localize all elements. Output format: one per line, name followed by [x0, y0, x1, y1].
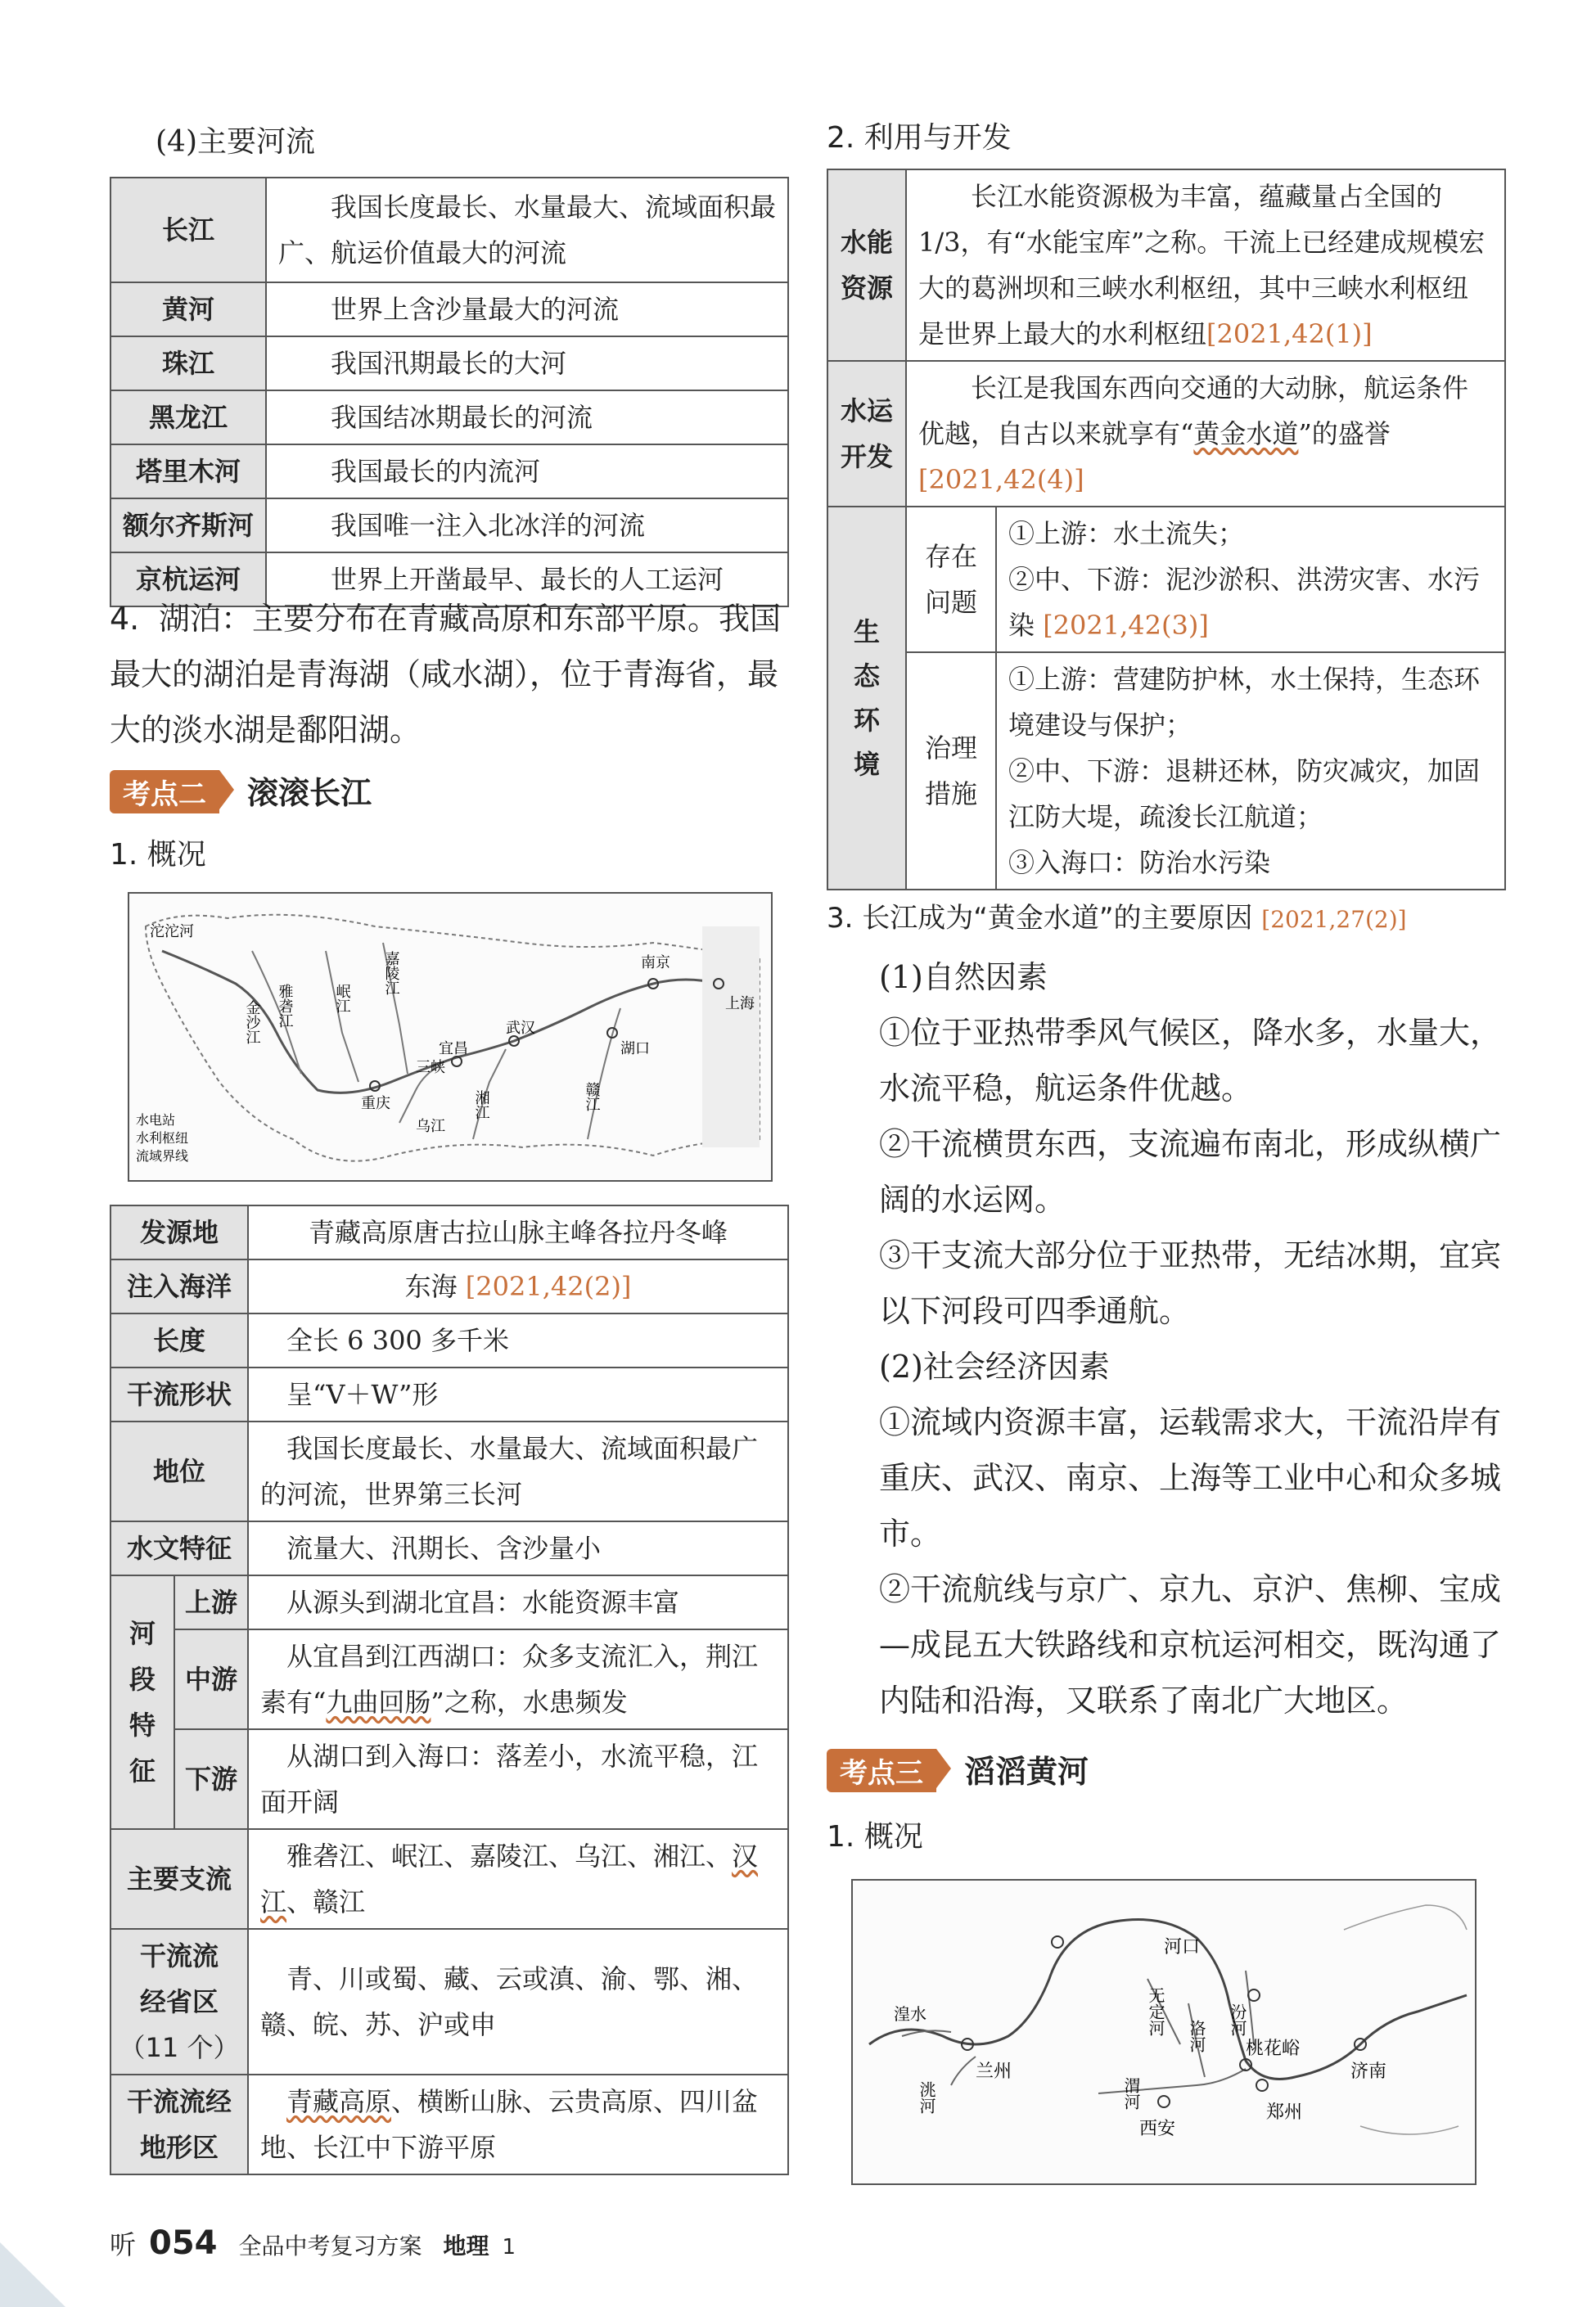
overview-label: 1. 概况 [110, 838, 206, 872]
row-value: 长江是我国东西向交通的大动脉，航运条件优越，自古以来就享有“黄金水道”的盛誉[2021,42(4)] [906, 361, 1505, 507]
natural-item: ①位于亚热带季风气候区，降水多，水量大，水流平稳，航运条件优越。 [879, 1015, 1502, 1106]
exam-ref: [2021,42(1)] [1206, 318, 1373, 349]
map-legend [136, 1112, 188, 1164]
kp2-title: 滚滚长江 [247, 775, 372, 811]
map-label: 嘉陵江 [382, 951, 400, 995]
section-kp3 [827, 1746, 1089, 1792]
row-value: 青、川或蜀、藏、云或滇、渝、鄂、湘、赣、皖、苏、沪或申 [248, 1929, 788, 2075]
map-label: 汾河 [1228, 2003, 1247, 2036]
exam-ref: [2021,42(4)] [918, 464, 1084, 495]
row-value: 东海 [2021,42(2)] [248, 1259, 788, 1313]
legend-water-project: 水利枢纽 [136, 1130, 189, 1146]
map-label: 济南 [1350, 2061, 1387, 2082]
measures-key: 治理措施 [906, 652, 996, 890]
map-label: 沱沱河 [150, 923, 194, 940]
map-label: 桃花峪 [1246, 2039, 1301, 2059]
map-label: 河口 [1164, 1937, 1201, 1958]
subject: 地理 [443, 2233, 489, 2260]
use-heading: 2. 利用与开发 [827, 121, 1012, 155]
page-number: 054 [149, 2224, 218, 2262]
map-label: 赣江 [583, 1082, 601, 1111]
rivers-heading: (4)主要河流 [156, 125, 315, 159]
row-value: 青藏高原、横断山脉、云贵高原、四川盆地、长江中下游平原 [248, 2075, 788, 2174]
row-value: 流量大、汛期长、含沙量小 [248, 1521, 788, 1575]
row-key: 地位 [110, 1422, 248, 1521]
map-label: 湘江 [472, 1090, 490, 1120]
book-title: 全品中考复习方案 [238, 2233, 422, 2260]
section-kp2 [110, 768, 372, 813]
row-value: 青藏高原唐古拉山脉主峰各拉丹冬峰 [248, 1205, 788, 1259]
river-name: 额尔齐斯河 [110, 498, 266, 552]
kp3-badge: 考点三 [827, 1749, 936, 1792]
river-desc: 我国汛期最长的大河 [266, 336, 788, 390]
map-label: 乌江 [416, 1118, 445, 1135]
river-desc: 我国长度最长、水量最大、流域面积最广、航运价值最大的河流 [266, 178, 788, 282]
min-line [326, 951, 358, 1082]
map-label: 兰州 [976, 2061, 1012, 2082]
row-key: 水文特征 [110, 1521, 248, 1575]
overview-label-2: 1. 概况 [827, 1820, 923, 1854]
wei-line [1098, 2069, 1246, 2093]
page-footer [110, 2224, 516, 2262]
sections-label: 河段特征 [110, 1575, 174, 1829]
natural-item: ②干流横贯东西，支流遍布南北，形成纵横广阔的水运网。 [879, 1126, 1502, 1218]
social-item: ②干流航线与京广、京九、京沪、焦柳、宝成—成昆五大铁路线和京杭运河相交，既沟通了内陆和沿海，又联系了南北广大地区。 [879, 1571, 1502, 1719]
hekou-marker [1052, 1936, 1063, 1948]
row-key: 干流形状 [110, 1368, 248, 1422]
tao-line [951, 2057, 976, 2085]
measures-value: ①上游：营建防护林，水土保持，生态环境建设与保护； ②中、下游：退耕还林，防灾减灾，加固江防大堤，疏浚长江航道； ③入海口：防治水污染 [996, 652, 1505, 890]
main-rivers-table [110, 177, 789, 607]
row-key: 水能资源 [827, 169, 906, 361]
map-label: 上海 [725, 995, 755, 1012]
use-development-table [827, 169, 1506, 890]
row-value: 长江水能资源极为丰富，蕴藏量占全国的1/3，有“水能宝库”之称。干流上已经建成规模宏大的葛洲坝和三峡水利枢纽，其中三峡水利枢纽是世界上最大的水利枢纽[2021,42(1)] [906, 169, 1505, 361]
map-label: 雅砻江 [276, 984, 294, 1028]
row-key: 发源地 [110, 1205, 248, 1259]
map-label: 南京 [641, 954, 670, 971]
natural-item: ③干支流大部分位于亚热带，无结冰期，宜宾以下河段可四季通航。 [879, 1237, 1502, 1329]
river-desc: 我国唯一注入北冰洋的河流 [266, 498, 788, 552]
social-label: (2)社会经济因素 [879, 1349, 1110, 1385]
map-label: 武汉 [506, 1020, 535, 1037]
exam-ref: [2021,42(3)] [1043, 610, 1209, 641]
golden-reasons [879, 949, 1509, 1728]
coastline [1344, 1905, 1467, 2134]
legend-hydro-station: 水电站 [136, 1112, 176, 1128]
corner-decoration [0, 2242, 65, 2307]
row-key: 主要支流 [110, 1829, 248, 1929]
kp2-badge: 考点二 [110, 770, 219, 813]
natural-label: (1)自然因素 [879, 959, 1048, 995]
row-key: 干流流经 地形区 [110, 2075, 248, 2174]
middle-key: 中游 [174, 1629, 248, 1729]
yangtze-overview-table [110, 1205, 789, 2175]
lower-value: 从湖口到入海口：落差小，水流平稳，江面开阔 [248, 1729, 788, 1829]
volume: 1 [502, 2235, 516, 2260]
gan-line [588, 1008, 620, 1139]
map-label: 洮河 [917, 2081, 936, 2114]
row-key: 长度 [110, 1313, 248, 1368]
map-label: 湟水 [894, 2004, 926, 2024]
legend-basin-boundary: 流域界线 [136, 1148, 189, 1164]
social-item: ①流域内资源丰富，运载需求大，干流沿岸有重庆、武汉、南京、上海等工业中心和众多城市。 [879, 1404, 1502, 1552]
river-name: 黄河 [110, 282, 266, 336]
river-name: 珠江 [110, 336, 266, 390]
issues-value: ①上游：水土流失； ②中、下游：泥沙淤积、洪涝灾害、水污染 [2021,42(3)] [996, 507, 1505, 652]
exam-ref: [2021,42(2)] [465, 1271, 632, 1302]
xian-marker [1158, 2096, 1170, 2107]
eco-key: 生态环境 [827, 507, 906, 890]
lakes-paragraph: 4. 湖泊：主要分布在青藏高原和东部平原。我国最大的湖泊是青海湖（咸水湖），位于青海省，最大的淡水湖是鄱阳湖。 [110, 601, 782, 748]
river-name: 黑龙江 [110, 390, 266, 444]
map-label: 岷江 [333, 984, 351, 1013]
row-value: 呈“V＋W”形 [248, 1368, 788, 1422]
river-desc: 我国结冰期最长的河流 [266, 390, 788, 444]
river-desc: 我国最长的内流河 [266, 444, 788, 498]
map-label: 无定河 [1146, 1987, 1165, 2036]
row-key: 干流流 经省区 （11 个） [110, 1929, 248, 2075]
map-label: 三峡 [416, 1059, 445, 1076]
map-label: 宜昌 [439, 1040, 468, 1057]
zhengzhou-marker [1256, 2079, 1268, 2091]
river-name: 京杭运河 [110, 552, 266, 606]
exam-ref: [2021,27(2)] [1261, 906, 1407, 933]
yangtze-map [128, 892, 773, 1182]
middle-value: 从宜昌到江西湖口：众多支流汇入，荆江素有“九曲回肠”之称，水患频发 [248, 1629, 788, 1729]
map-label: 重庆 [361, 1095, 390, 1112]
upper-value: 从源头到湖北宜昌：水能资源丰富 [248, 1575, 788, 1629]
map-label: 湖口 [620, 1040, 650, 1057]
footer-ting: 听 [110, 2229, 137, 2260]
lower-key: 下游 [174, 1729, 248, 1829]
issues-key: 存在问题 [906, 507, 996, 652]
river-desc: 世界上开凿最早、最长的人工运河 [266, 552, 788, 606]
row-value: 全长 6 300 多千米 [248, 1313, 788, 1368]
map-label: 金沙江 [243, 1000, 261, 1044]
map-label: 西安 [1139, 2119, 1176, 2139]
river-name: 长江 [110, 178, 266, 282]
kp3-title: 滔滔黄河 [964, 1754, 1089, 1790]
fen-marker [1248, 1989, 1260, 2001]
map-label: 洛河 [1187, 2020, 1206, 2052]
upper-key: 上游 [174, 1575, 248, 1629]
row-value: 我国长度最长、水量最大、流域面积最广的河流，世界第三长河 [248, 1422, 788, 1521]
golden-heading: 3. 长江成为“黄金水道”的主要原因 [2021,27(2)] [827, 902, 1407, 935]
river-desc: 世界上含沙量最大的河流 [266, 282, 788, 336]
map-label: 郑州 [1266, 2102, 1303, 2123]
yellow-river-map [851, 1879, 1477, 2185]
sea-area [702, 926, 760, 1147]
row-value: 雅砻江、岷江、嘉陵江、乌江、湘江、汉江、赣江 [248, 1829, 788, 1929]
basin-boundary [146, 915, 760, 1161]
river-name: 塔里木河 [110, 444, 266, 498]
row-key: 水运开发 [827, 361, 906, 507]
row-key: 注入海洋 [110, 1259, 248, 1313]
map-label: 渭河 [1121, 2077, 1141, 2110]
